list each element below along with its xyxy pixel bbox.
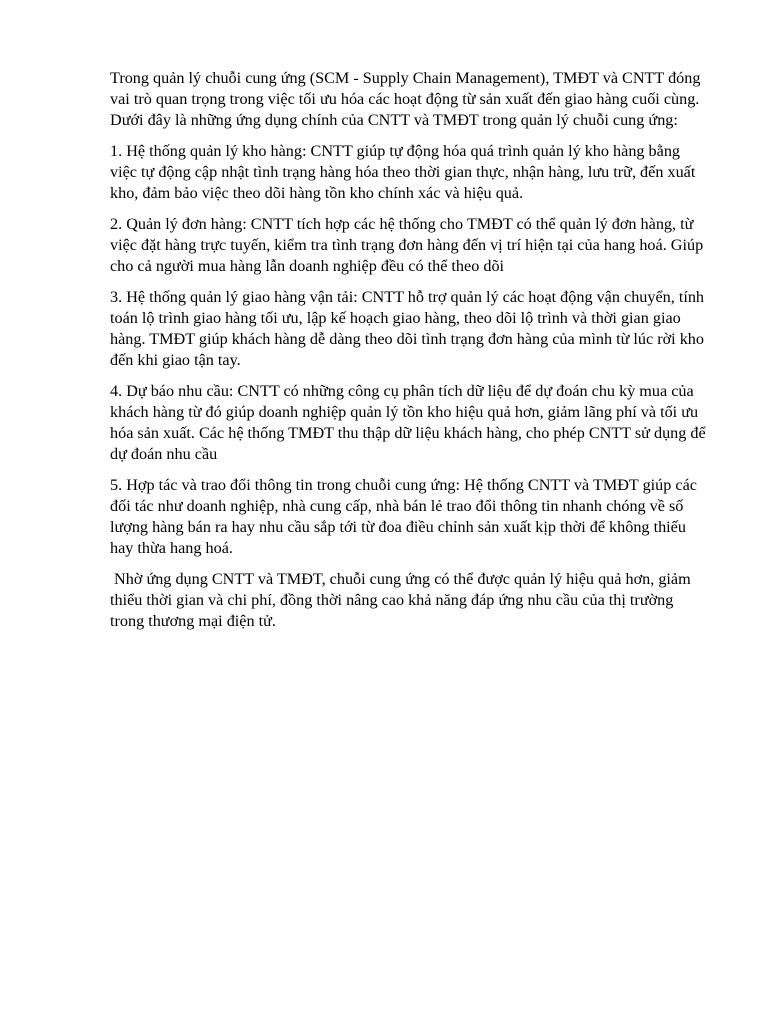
point-5-collaboration: 5. Hợp tác và trao đổi thông tin trong chuỗi cung ứng: Hệ thống CNTT và TMĐT giúp các đối tác như doanh nghiệp, nhà cung cấp, nhà bán lẻ trao đổi thông tin nhanh chóng về số lượng hàng bán ra hay nhu cầu sắp tới từ đoa điều chỉnh sản xuất kịp thời để không thiếu hay thừa hang hoá. bbox=[110, 476, 697, 557]
conclusion-paragraph: Nhờ ứng dụng CNTT và TMĐT, chuỗi cung ứng có thể được quản lý hiệu quả hơn, giảm thiểu thời gian và chi phí, đồng thời nâng cao khả năng đáp ứng nhu cầu của thị trường trong thương mại điện tử. bbox=[110, 570, 695, 630]
point-2-order-management: 2. Quản lý đơn hàng: CNTT tích hợp các hệ thống cho TMĐT có thể quản lý đơn hàng, từ việc đặt hàng trực tuyến, kiểm tra tình trạng đơn hàng đến vị trí hiện tại của hang hoá. Giúp cho cả người mua hàng lẫn doanh nghiệp đều có thể theo dõi bbox=[110, 215, 704, 275]
point-3-delivery-transport: 3. Hệ thống quản lý giao hàng vận tải: CNTT hỗ trợ quản lý các hoạt động vận chuyển, tính toán lộ trình giao hàng tối ưu, lập kế hoạch giao hàng, theo dõi lộ trình và thời gian giao hàng. TMĐT giúp khách hàng dễ dàng theo dõi tình trạng đơn hàng của mình từ lúc rời kho đến khi giao tận tay. bbox=[110, 288, 705, 369]
document-page bbox=[110, 68, 710, 642]
point-1-warehouse-management: 1. Hệ thống quản lý kho hàng: CNTT giúp tự động hóa quá trình quản lý kho hàng bằng việc tự động cập nhật tình trạng hàng hóa theo thời gian thực, nhận hàng, lưu trữ, đến xuất kho, đảm bảo việc theo dõi hàng tồn kho chính xác và hiệu quả. bbox=[110, 142, 696, 202]
point-4-demand-forecast: 4. Dự báo nhu cầu: CNTT có những công cụ phân tích dữ liệu để dự đoán chu kỳ mua của khách hàng từ đó giúp doanh nghiệp quản lý tồn kho hiệu quả hơn, giảm lãng phí và tối ưu hóa sản xuất. Các hệ thống TMĐT thu thập dữ liệu khách hàng, cho phép CNTT sử dụng để dự đoán nhu cầu bbox=[110, 382, 706, 463]
intro-paragraph: Trong quản lý chuỗi cung ứng (SCM - Supply Chain Management), TMĐT và CNTT đóng vai trò quan trọng trong việc tối ưu hóa các hoạt động từ sản xuất đến giao hàng cuối cùng. Dưới đây là những ứng dụng chính của CNTT và TMĐT trong quản lý chuỗi cung ứng: bbox=[110, 69, 701, 129]
